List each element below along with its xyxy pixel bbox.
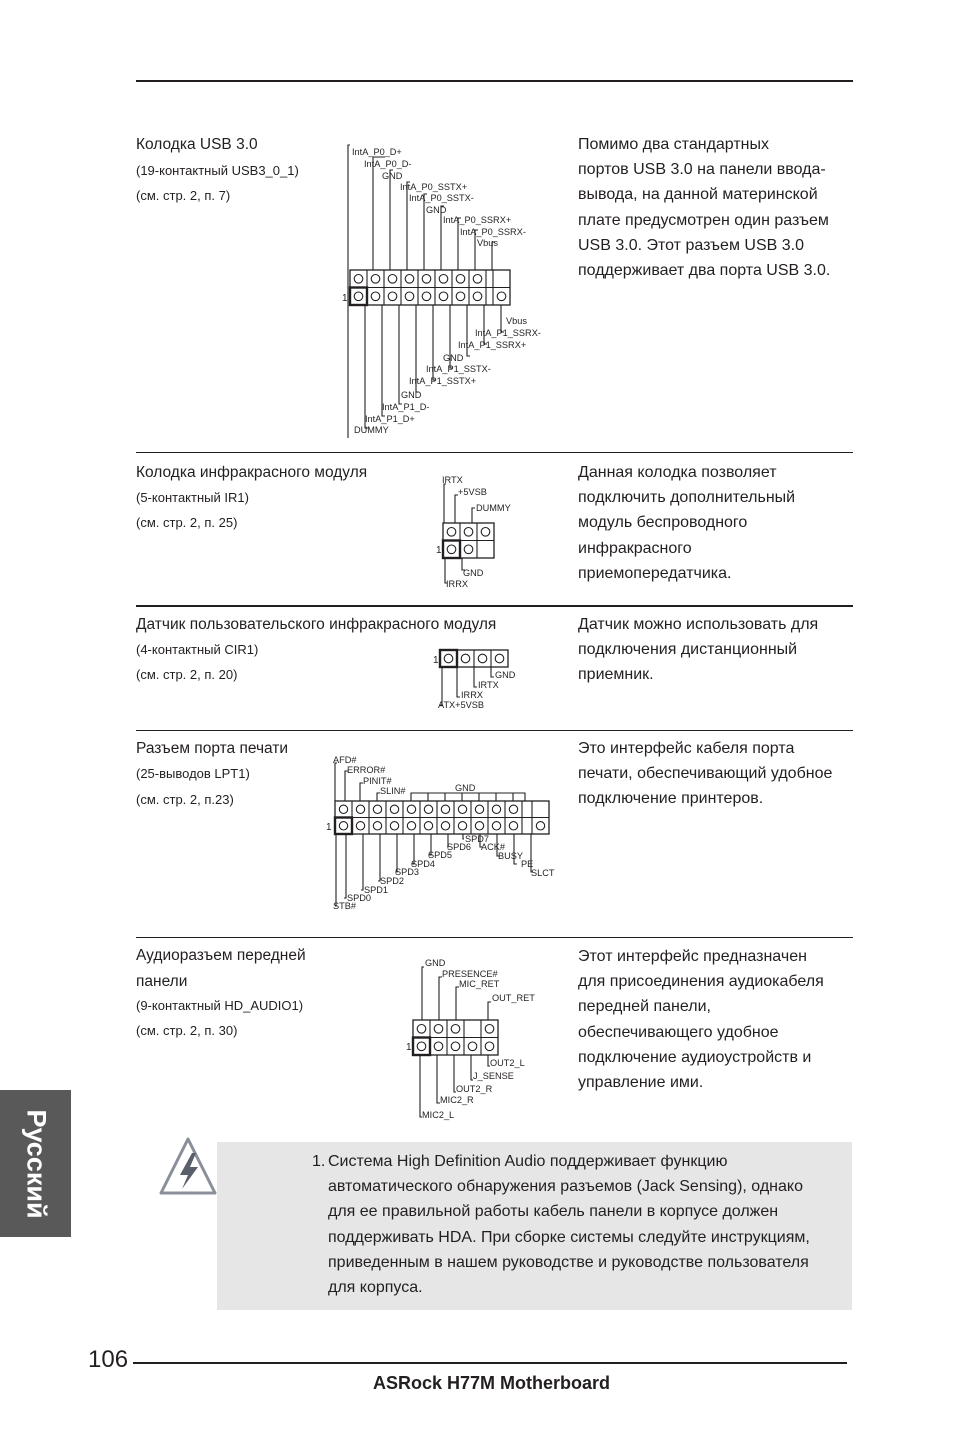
note-line: поддерживать HDA. При сборке системы следуйте инструкциям, — [328, 1228, 810, 1246]
lpt-top-label: ERROR# — [347, 765, 386, 775]
page-number: 106 — [88, 1346, 129, 1373]
lpt-top-label: AFD# — [333, 755, 357, 765]
cir-title: Датчик пользовательского инфракрасного модуля — [136, 616, 497, 633]
lpt-description: Это интерфейс кабеля порта печати, обеспечивающий удобное подключение принтеров. — [578, 740, 833, 808]
usb3-bottom-label: IntA_P1_SSRX+ — [458, 340, 527, 350]
note-line: автоматического обнаружения разъемов (Jack Sensing), однако — [328, 1178, 803, 1196]
audio-pin-diagram — [404, 955, 564, 1125]
usb3-pin1-marker: 1 — [342, 293, 348, 304]
ir-description: Данная колодка позволяет подключить дополнительный модуль беспроводного инфракрасного приемопередатчика. — [578, 464, 796, 582]
usb3-bottom-label: IntA_P1_SSRX- — [475, 328, 541, 338]
section-divider — [136, 452, 853, 453]
note-number: 1. — [312, 1153, 326, 1170]
lpt-bottom-label: SPD5 — [428, 850, 453, 860]
note-line: для ее правильной работы кабель панели в корпусе должен — [328, 1203, 779, 1221]
lpt-bottom-label: PE — [521, 859, 534, 869]
usb3-bottom-label: DUMMY — [354, 425, 389, 435]
usb3-bottom-label: IntA_P1_SSTX- — [426, 364, 491, 374]
ir-pin-diagram — [434, 470, 554, 590]
cir-subtitle: (4-контактный CIR1) — [136, 642, 259, 657]
section-divider — [136, 937, 853, 938]
audio-reference: (см. стр. 2, п. 30) — [136, 1023, 238, 1038]
warning-lightning-icon — [158, 1135, 218, 1199]
audio-bottom-label: J_SENSE — [473, 1071, 514, 1081]
audio-top-label: GND — [425, 958, 446, 968]
audio-pin1-marker: 1 — [406, 1042, 412, 1053]
audio-subtitle: (9-контактный HD_AUDIO1) — [136, 998, 304, 1013]
audio-bottom-label: OUT2_R — [456, 1084, 493, 1094]
audio-title-cont: панели — [136, 973, 188, 990]
lpt-bottom-label: BUSY — [498, 851, 524, 861]
section-divider — [136, 605, 853, 607]
usb3-top-label: IntA_P0_SSRX+ — [443, 215, 512, 225]
usb3-bottom-label: IntA_P1_D+ — [365, 414, 415, 424]
note-text — [312, 1149, 852, 1300]
ir-label: GND — [463, 568, 484, 578]
lpt-bottom-label: SPD1 — [364, 885, 389, 895]
usb3-top-label: GND — [382, 171, 403, 181]
lpt-bottom-label: SPD3 — [395, 867, 420, 877]
usb3-bottom-label: IntA_P1_D- — [382, 402, 430, 412]
usb3-title: Колодка USB 3.0 — [136, 136, 258, 153]
lpt-bottom-label: SPD7 — [465, 834, 490, 844]
cir-description: Датчик можно использовать для подключения дистанционный приемник. — [578, 616, 819, 684]
ir-label: IRTX — [442, 475, 463, 485]
audio-top-label: OUT_RET — [492, 993, 535, 1003]
cir-pin-diagram — [430, 645, 550, 715]
note-line: приведенным в нашем руководстве и руководстве пользователя — [328, 1253, 809, 1271]
audio-bottom-label: MIC2_R — [440, 1095, 474, 1105]
footer-rule — [133, 1362, 847, 1364]
lpt-top-label: PINIT# — [363, 776, 392, 786]
lpt-top-label: GND — [455, 783, 476, 793]
audio-top-label: PRESENCE# — [442, 969, 498, 979]
cir-label: IRTX — [478, 680, 499, 690]
lpt-bottom-label: ACK# — [481, 842, 506, 852]
usb3-top-label: GND — [426, 205, 447, 215]
ir-pin1-marker: 1 — [436, 545, 442, 556]
cir-reference: (см. стр. 2, п. 20) — [136, 667, 238, 682]
audio-bottom-label: MIC2_L — [422, 1110, 455, 1120]
usb3-top-label: Vbus — [477, 238, 498, 248]
language-tab — [0, 1090, 71, 1237]
note-line: для корпуса. — [328, 1279, 423, 1297]
usb3-top-label: IntA_P0_D- — [364, 159, 412, 169]
header-rule — [136, 80, 853, 82]
usb3-bottom-label: Vbus — [506, 316, 527, 326]
lpt-title: Разъем порта печати — [136, 740, 289, 757]
section-divider — [136, 730, 853, 731]
ir-reference: (см. стр. 2, п. 25) — [136, 515, 238, 530]
usb3-bottom-label: IntA_P1_SSTX+ — [409, 376, 477, 386]
cir-pin1-marker: 1 — [433, 655, 439, 666]
lpt-bottom-label: SPD4 — [411, 859, 436, 869]
lpt-pin-diagram — [325, 750, 565, 915]
lpt-bottom-label: SLCT — [531, 868, 555, 878]
footer-title: ASRock H77M Motherboard — [373, 1373, 611, 1393]
usb3-pin-diagram — [340, 140, 560, 440]
audio-bottom-label: OUT2_L — [490, 1058, 525, 1068]
usb3-subtitle: (19-контактный USB3_0_1) — [136, 163, 299, 178]
ir-title: Колодка инфракрасного модуля — [136, 464, 368, 481]
lpt-reference: (см. стр. 2, п.23) — [136, 792, 234, 807]
ir-subtitle: (5-контактный IR1) — [136, 490, 249, 505]
lpt-top-label: SLIN# — [380, 786, 406, 796]
note-line: Система High Definition Audio поддерживает функцию — [328, 1153, 728, 1170]
usb3-top-label: IntA_P0_D+ — [352, 147, 402, 157]
cir-label: IRRX — [461, 690, 483, 700]
audio-description: Этот интерфейс предназначен для присоединения аудиокабеля передней панели, обеспечивающего удобное подключение аудиоустройств и управление ими. — [578, 948, 824, 1092]
usb3-bottom-label: GND — [401, 390, 422, 400]
usb3-bottom-label: GND — [443, 353, 464, 363]
lpt-subtitle: (25-выводов LPT1) — [136, 766, 250, 781]
usb3-top-label: IntA_P0_SSTX- — [409, 193, 474, 203]
usb3-reference: (см. стр. 2, п. 7) — [136, 188, 231, 203]
cir-label: GND — [495, 670, 516, 680]
ir-label: DUMMY — [476, 503, 511, 513]
lpt-bottom-label: STB# — [333, 901, 356, 911]
lpt-pin1-marker: 1 — [326, 822, 332, 833]
audio-title: Аудиоразъем передней — [136, 947, 306, 964]
ir-label: IRRX — [446, 579, 468, 589]
ir-label: +5VSB — [458, 487, 487, 497]
lpt-bottom-label: SPD0 — [347, 893, 372, 903]
usb3-top-label: IntA_P0_SSTX+ — [400, 182, 468, 192]
cir-label: ATX+5VSB — [438, 700, 485, 710]
usb3-top-label: IntA_P0_SSRX- — [460, 227, 526, 237]
lpt-bottom-label: SPD2 — [380, 876, 405, 886]
usb3-description: Помимо два стандартных портов USB 3.0 на панели ввода- вывода, на данной материнской плате предусмотрен один разъем USB 3.0. Этот разъем USB 3.0 поддерживает два порта USB 3.0. — [578, 136, 831, 280]
lpt-bottom-label: SPD6 — [447, 842, 472, 852]
audio-top-label: MIC_RET — [459, 979, 500, 989]
language-tab-label: Русский — [21, 1108, 51, 1219]
